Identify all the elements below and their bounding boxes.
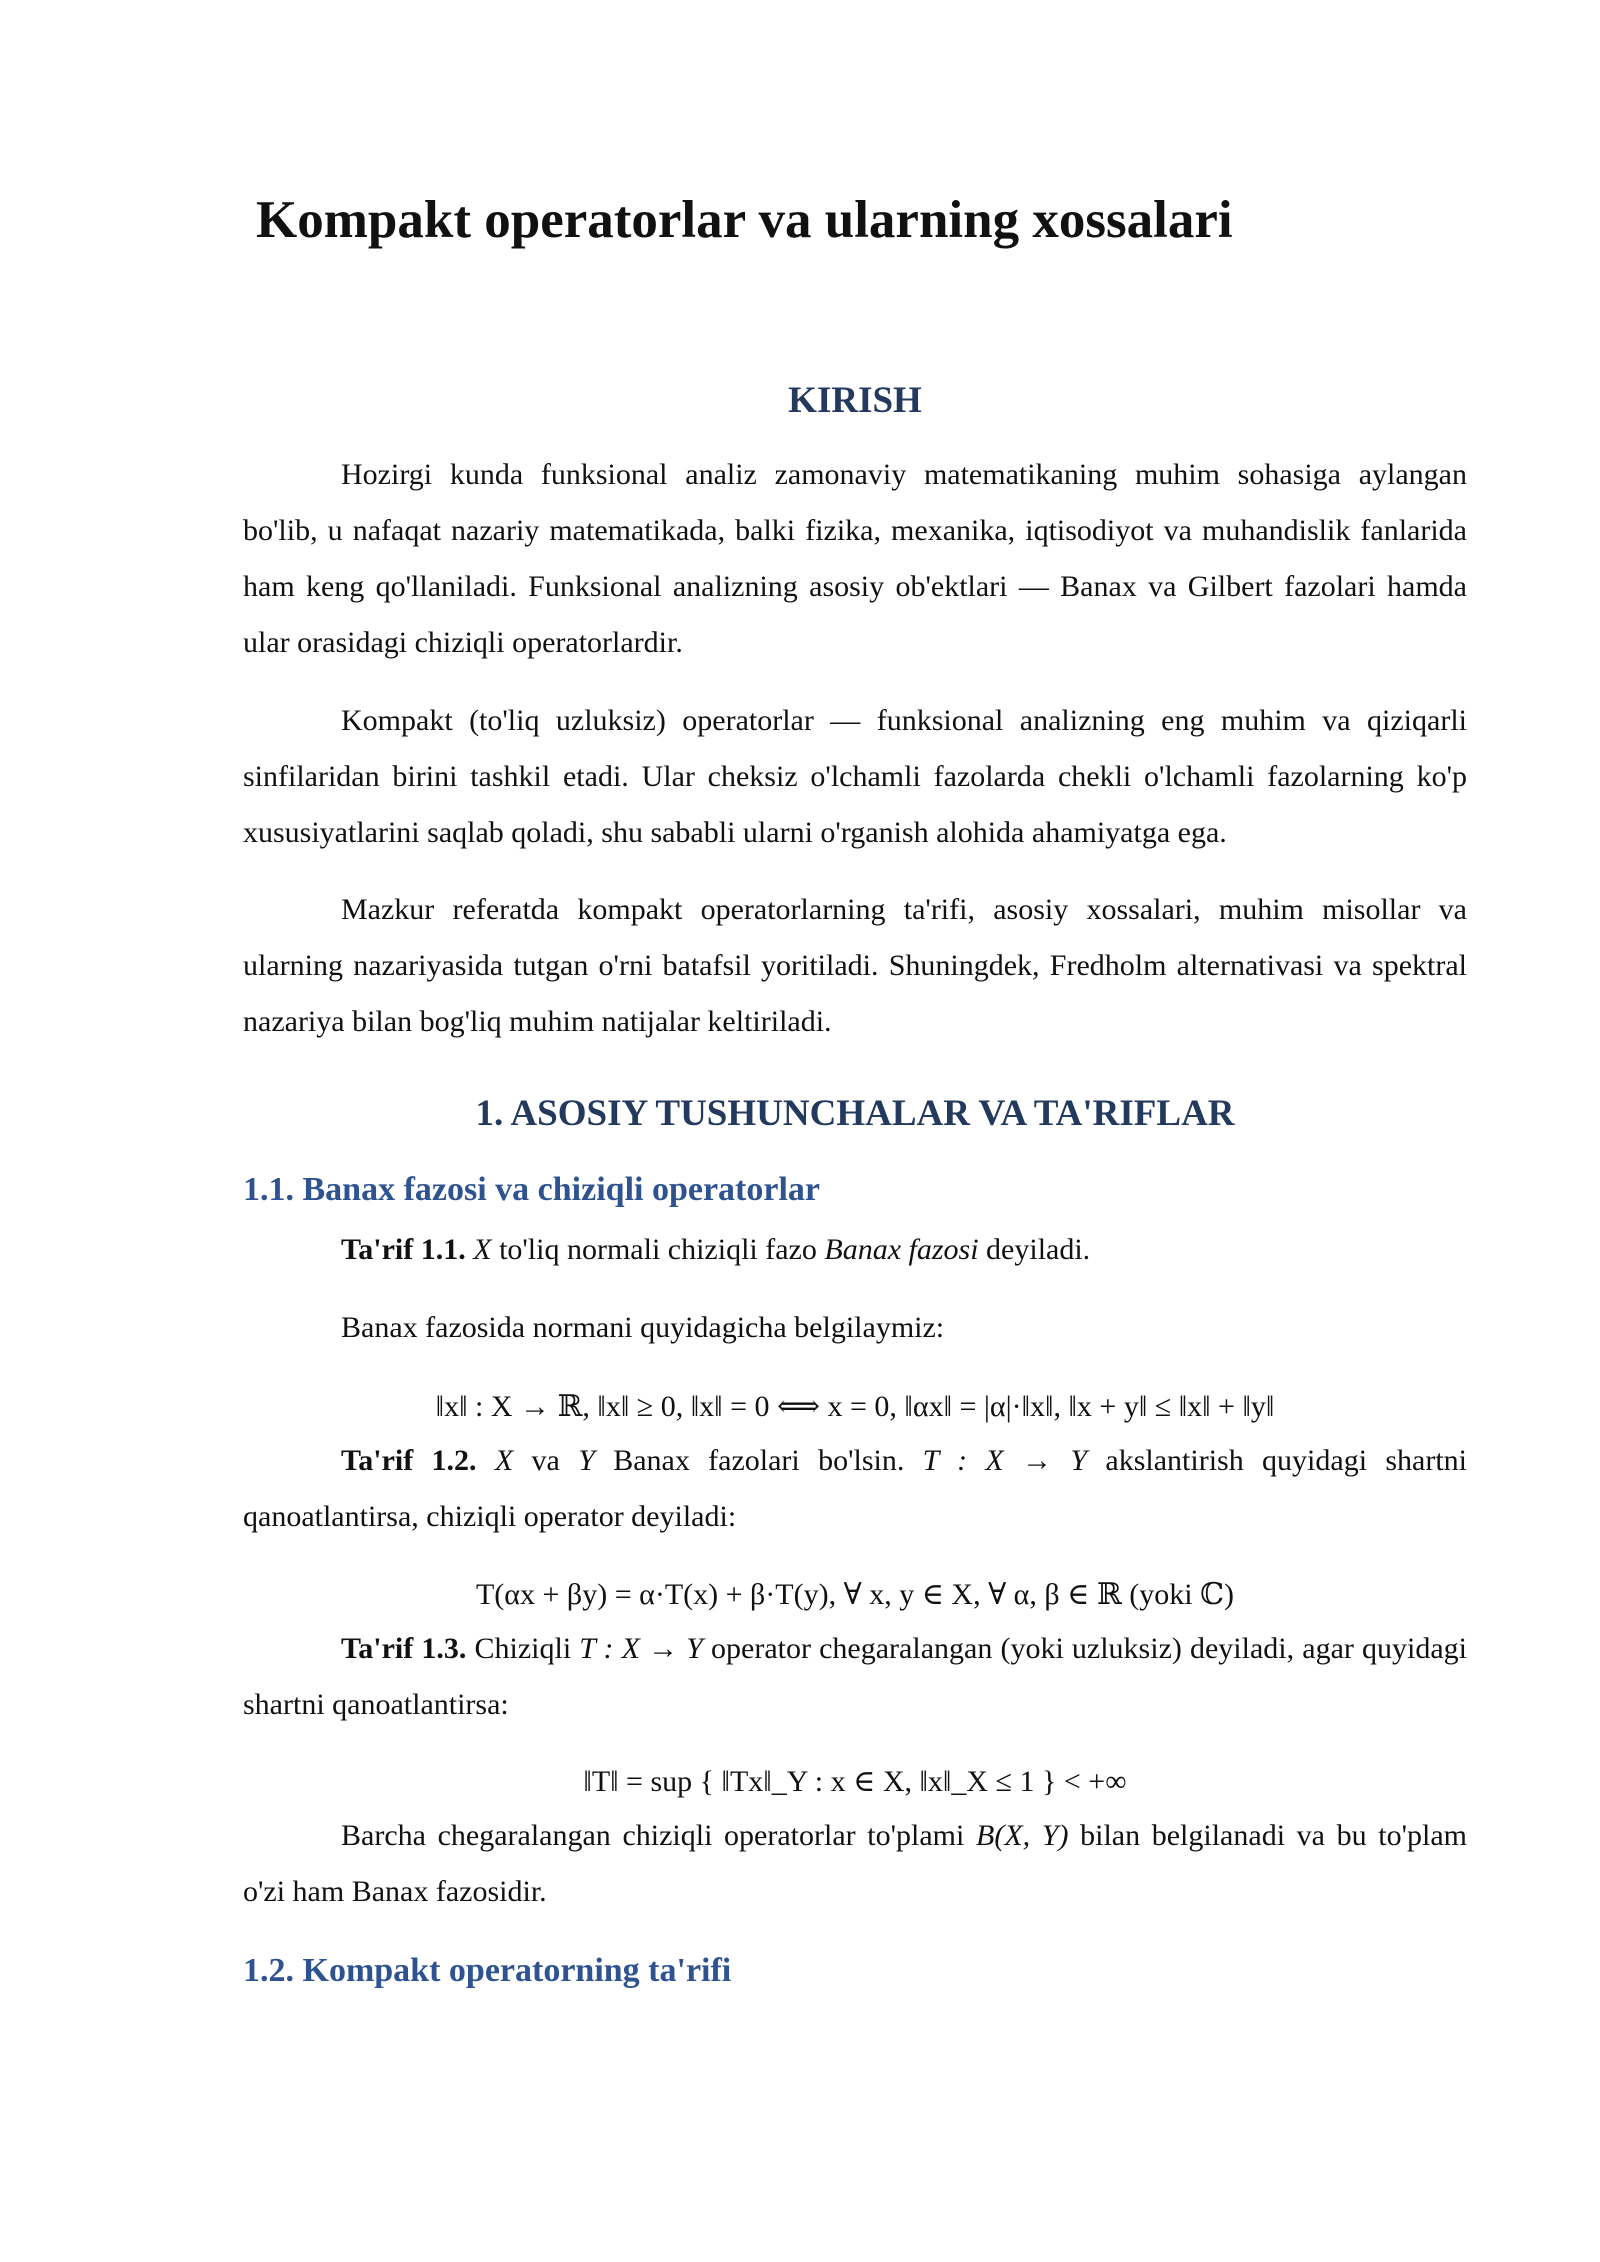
norm-intro-text: Banax fazosida normani quyidagicha belgilaymiz: <box>341 1311 945 1344</box>
space-notation: B(X, Y) <box>976 1819 1069 1852</box>
math-variable: Y <box>578 1444 595 1477</box>
math-variable: X <box>473 1233 492 1266</box>
definition-text: operator chegaralangan (yoki uzluksiz) deyiladi, agar quyidagi shartni qanoatlantirsa: <box>243 1632 1467 1721</box>
paragraph-text: Barcha chegaralangan chiziqli operatorlar to'plami <box>341 1819 976 1852</box>
definition-1-1 <box>341 1222 1090 1278</box>
definition-text: akslantirish quyidagi shartni qanoatlantirsa, chiziqli operator deyiladi: <box>243 1444 1468 1533</box>
definition-text: Banax fazolari bo'lsin. <box>594 1444 923 1477</box>
definition-label: Ta'rif 1.2. <box>341 1444 477 1477</box>
definition-text: Chiziqli <box>466 1632 580 1665</box>
defined-term: Banax fazosi <box>824 1233 979 1266</box>
subsection-1-2-heading: 1.2. Kompakt operatorning ta'rifi <box>243 1952 732 1989</box>
definition-text: to'liq normali chiziqli fazo <box>491 1233 825 1266</box>
linearity-formula: T(αx + βy) = α·T(x) + β·T(y), ∀ x, y ∈ X, ∀ α, β ∈ ℝ (yoki ℂ) <box>475 1578 1234 1611</box>
math-variable: X <box>494 1444 514 1477</box>
definition-text: va <box>513 1444 579 1477</box>
intro-paragraph-2: Kompakt (to'liq uzluksiz) operatorlar — funksional analizning eng muhim va qiziqarli sinfilaridan birini tashkil etadi. Ular cheksiz o'lchamli fazolarda chekli o'lchamli fazolarning ko'p xususiyatlarini saqlab qoladi, shu sababli ularni o'rganish alohida ahamiyatga ega. <box>243 704 1467 849</box>
definition-1-3 <box>243 1621 1467 1733</box>
section-1-heading: 1. ASOSIY TUSHUNCHALAR VA TA'RIFLAR <box>475 1093 1235 1134</box>
subsection-1-1-heading: 1.1. Banax fazosi va chiziqli operatorlar <box>243 1171 821 1208</box>
definition-label: Ta'rif 1.1. <box>341 1233 466 1266</box>
paragraph-text: bilan belgilanadi va bu to'plam o'zi ham Banax fazosidir. <box>243 1819 1467 1908</box>
definition-1-2 <box>243 1433 1467 1545</box>
intro-paragraph-3: Mazkur referatda kompakt operatorlarning ta'rifi, asosiy xossalari, muhim misollar va ularning nazariyasida tutgan o'rni batafsil yoritiladi. Shuningdek, Fredholm alternativasi va spektral nazariya bilan bog'liq muhim natijalar keltiriladi. <box>243 893 1467 1038</box>
intro-paragraph-1: Hozirgi kunda funksional analiz zamonaviy matematikaning muhim sohasiga aylangan bo'lib, u nafaqat nazariy matematikada, balki fizika, mexanika, iqtisodiyot va muhandislik fanlarida ham keng qo'llaniladi. Funksional analizning asosiy ob'ektlari — Banax va Gilbert fazolari hamda ular orasidagi chiziqli operatorlardir. <box>243 458 1467 659</box>
operator-map: T : X → Y <box>579 1632 703 1665</box>
document-title: Kompakt operatorlar va ularning xossalari <box>256 191 1233 249</box>
operator-norm-formula: ‖T‖ = sup { ‖Tx‖_Y : x ∈ X, ‖x‖_X ≤ 1 } < +∞ <box>583 1765 1127 1798</box>
intro-heading: KIRISH <box>788 380 922 421</box>
operator-map: T : X → Y <box>922 1444 1088 1477</box>
definition-text: deyiladi. <box>978 1233 1091 1266</box>
norm-axioms-formula: ‖x‖ : X → ℝ, ‖x‖ ≥ 0, ‖x‖ = 0 ⟺ x = 0, ‖αx‖ = |α|·‖x‖, ‖x + y‖ ≤ ‖x‖ + ‖y‖ <box>435 1390 1275 1423</box>
bounded-operators-paragraph <box>243 1808 1467 1920</box>
definition-label: Ta'rif 1.3. <box>341 1632 467 1665</box>
